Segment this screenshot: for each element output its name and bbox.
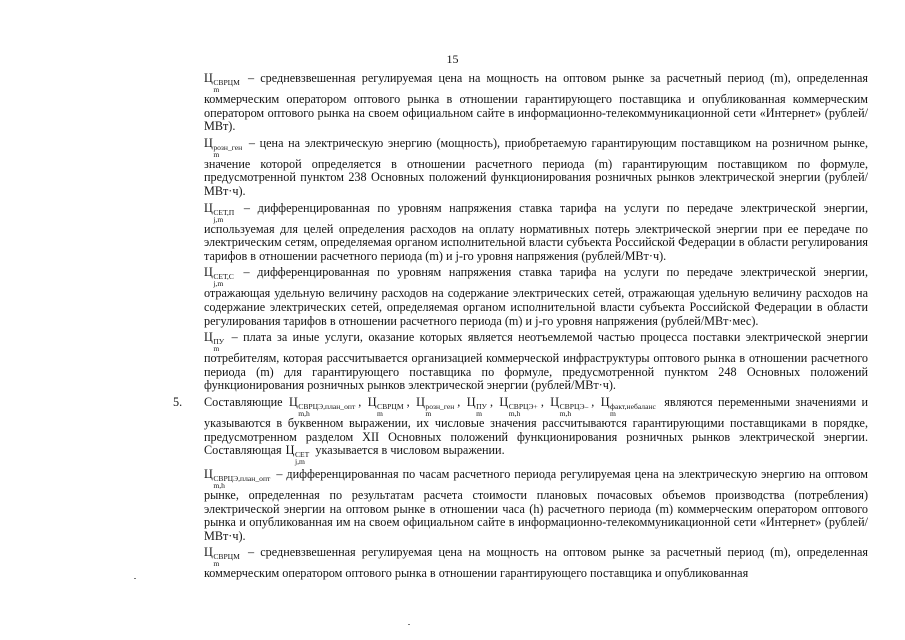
- formula-symbol: Ц СВРЦЭ+ m,h: [499, 394, 538, 418]
- formula-symbol: Ц СЕТ,С j,m: [204, 265, 234, 289]
- definition-text: – плата за иные услуги, оказание которых является неотъемлемой частью процесса поставки электрической энергии потребителям, которая рассчитывается организацией коммерческой инфраструктуры оптового рынка в отношении расчетного периода (m) для гарантирующего поставщика по формуле, предусмотренной пунктом 248 Основных положений функционирования розничных рынков электрической энергии (рублей/МВт·ч).: [204, 330, 868, 393]
- item-number: 5.: [173, 394, 183, 409]
- definition-text: – дифференцированная по часам расчетного периода регулируемая цена на электрическую энергию на оптовом рынке, определенная по результатам расчета стоимости плановых почасовых объемов производства (потребления) электрической энергии на оптовом рынке в отношении часа (h) расчетного периода (m) коммерческим оператором оптового рынка и опубликованная им на своем официальном сайте в информационно-телекоммуникационной сети «Интернет» (рублей/МВт·ч).: [204, 467, 868, 543]
- formula-symbol: Ц факт,небаланс m: [600, 394, 656, 418]
- definition-text: – средневзвешенная регулируемая цена на мощность на оптовом рынке за расчетный период (m), определенная коммерческим оператором оптового рынка в отношении гарантирующего поставщика и опубликованная коммерческим оператором оптового рынка на своем официальном сайте в информационно-телекоммуникационной сети «Интернет» (рублей/МВт).: [204, 71, 868, 134]
- definition-paragraph-6: [204, 468, 868, 543]
- document-body: [173, 71, 869, 581]
- definition-paragraph-3: [204, 202, 868, 264]
- formula-symbol: Ц розн_ген m: [416, 394, 455, 418]
- page-number: 15: [446, 52, 459, 66]
- definition-paragraph-1: [204, 72, 868, 134]
- definition-paragraph-4: [204, 266, 868, 328]
- definition-paragraph-2: [204, 137, 868, 199]
- formula-symbol: Ц СВРЦМ m: [367, 394, 404, 418]
- formula-symbol: Ц СВРЦМ m: [204, 71, 240, 94]
- item-end-text: указывается в числовом выражении.: [312, 443, 505, 458]
- formula-symbol: Ц СВРЦМ m: [204, 545, 240, 569]
- definition-text: – дифференцированная по уровням напряжения ставка тарифа на услуги по передаче электрической энергии, используемая для целей определения расходов на оплату нормативных потерь электрической энергии при ее передаче по электрическим сетям, определяемая органом исполнительной власти субъекта Российской Федерации в области регулирования тарифов в отношении расчетного периода (m) и j-го уровня напряжения (рублей/МВт·ч).: [204, 200, 868, 263]
- scan-speck: [408, 624, 410, 625]
- formula-symbol: Ц СВРЦЭ,план_опт m,h: [288, 394, 356, 418]
- definition-text: – цена на электрическую энергию (мощность), приобретаемую гарантирующим поставщиком на розничном рынке, значение которой определяется в отношении расчетного периода (m) гарантирующим поставщиком по формуле, предусмотренной пунктом 238 Основных положений функционирования розничных рынков электрической энергии (рублей/МВт·ч).: [204, 135, 868, 198]
- item-body-text: являются переменными значениями и указываются в буквенном выражении, их числовые значения рассчитываются гарантирующими поставщиками в порядке, предусмотренном разделом XII Основных положений функционирования розничных рынков электрической энергии. Составляющая: [204, 394, 869, 458]
- numbered-item-5: 5. Составляющие Ц СВРЦЭ,план_опт m,h , Ц СВРЦМ m , Ц розн_ген m , Ц ПУ m , Ц СВРЦЭ+ m,h , Ц СВРЦЭ– m,h , Ц факт,небаланс m являются переменными значениями и указываются в буквенном выражении, их числовые значения рассчитываются гарантирующими поставщиками в порядке, предусмотренном разделом XII Основных положений функционирования розничных рынков электрической энергии. Составляющая Ц СЕТ j,m указывается в числовом выражении.: [173, 394, 869, 467]
- formula-symbol: Ц ПУ m: [466, 394, 487, 418]
- formula-symbol: Ц СЕТ j,m: [285, 443, 310, 467]
- formula-symbol: Ц ПУ m: [204, 330, 225, 354]
- definition-paragraph-5: [204, 331, 868, 393]
- scan-speck: [134, 578, 136, 579]
- formula-symbol: Ц СЕТ,П j,m: [204, 200, 235, 224]
- definition-text: – средневзвешенная регулируемая цена на мощность на оптовом рынке за расчетный период (m), определенная коммерческим оператором оптового рынка в отношении гарантирующего поставщика и опубликованная: [204, 545, 868, 581]
- formula-symbol: Ц СВРЦЭ– m,h: [550, 394, 589, 418]
- definition-text: – дифференцированная по уровням напряжения ставка тарифа на услуги по передаче электрической энергии, отражающая удельную величину расходов на содержание электрических сетей, отражающая удельную величину расходов на содержание электрических сетей, определяемая органом исполнительной власти субъекта Российской Федерации в области регулирования тарифов в отношении расчетного периода (m) и j-го уровня напряжения (рублей/МВт·мес).: [204, 265, 868, 328]
- formula-symbol: Ц СВРЦЭ,план_опт m,h: [204, 467, 271, 491]
- formula-symbol: Ц розн_ген m: [204, 135, 243, 159]
- item-lead-text: Составляющие: [204, 394, 288, 409]
- definition-paragraph-7: [204, 546, 868, 581]
